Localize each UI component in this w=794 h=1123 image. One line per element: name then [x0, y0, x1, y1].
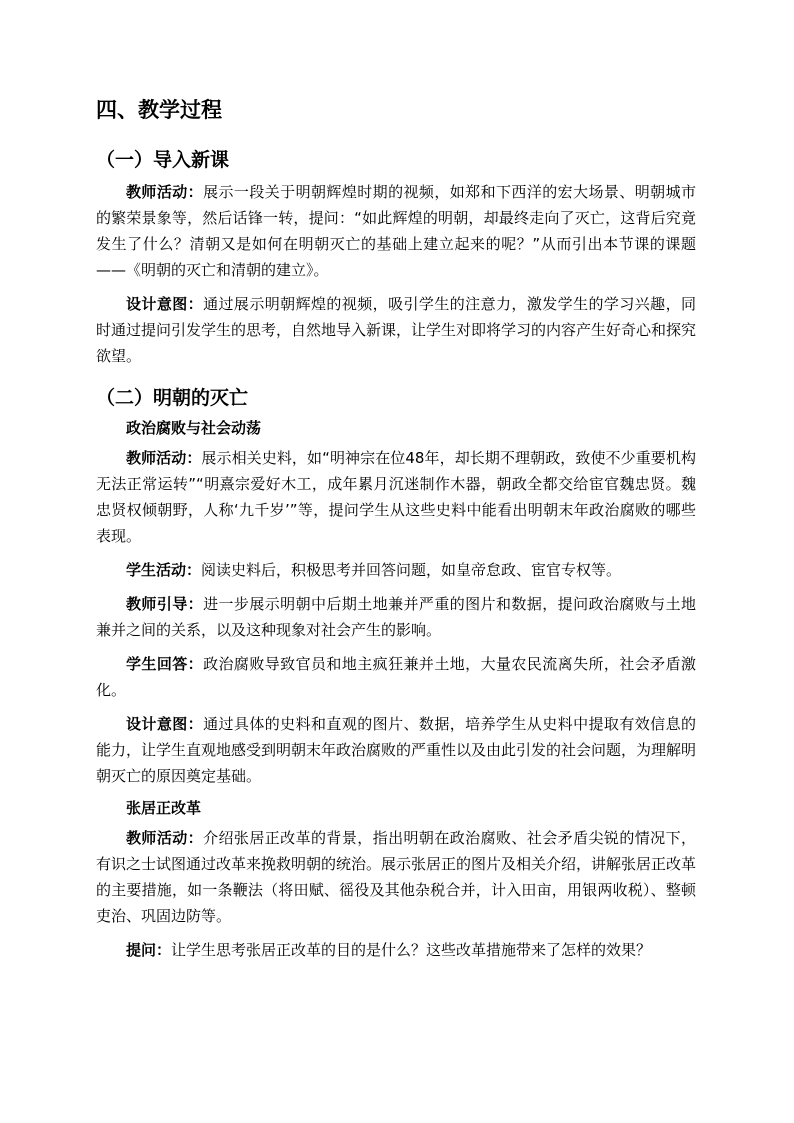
text-teacher-guide: 进一步展示明朝中后期土地兼并严重的图片和数据，提问政治腐败与土地兼并之间的关系，以及这种现象对社会产生的影响。 — [96, 595, 696, 639]
label-design-intent: 设计意图： — [126, 715, 204, 733]
text-intro-teacher: 展示一段关于明朝辉煌时期的视频，如郑和下西洋的宏大场景、明朝城市的繁荣景象等，然后话锋一转，提问：“如此辉煌的明朝，却最终走向了灭亡，这背后究竟发生了什么？清朝又是如何在明朝灭亡的基础上建立起来的呢？”从而引出本节课的课题——《明朝的灭亡和清朝的建立》。 — [96, 183, 696, 279]
label-student-activity: 学生活动： — [126, 561, 202, 579]
text-question: 让学生思考张居正改革的目的是什么？这些改革措施带来了怎样的效果？ — [171, 941, 652, 959]
section-title: 四、教学过程 — [96, 98, 222, 122]
heading-ming-fall: （二）明朝的灭亡 — [96, 387, 249, 409]
text-teacher-reform: 介绍张居正改革的背景，指出明朝在政治腐败、社会矛盾尖锐的情况下，有识之士试图通过改革来挽救明朝的统治。展示张居正的图片及相关介绍，讲解张居正改革的主要措施，如一条鞭法（将田赋、徭役及其他杂税合并，计入田亩，用银两收税）、整顿吏治、巩固边防等。 — [96, 829, 697, 925]
label-teacher-activity: 教师活动： — [126, 829, 204, 847]
heading-intro: （一）导入新课 — [96, 149, 230, 171]
paragraph-teacher-guide — [96, 591, 696, 643]
text-intro-design: 通过展示明朝辉煌的视频，吸引学生的注意力，激发学生的学习兴趣，同时通过提问引发学生的思考，自然地导入新课，让学生对即将学习的内容产生好奇心和探究欲望。 — [96, 295, 697, 365]
paragraph-question — [96, 937, 696, 963]
paragraph-teacher-reform — [96, 825, 696, 929]
label-teacher-activity: 教师活动： — [126, 183, 204, 201]
text-design-intent: 通过具体的史料和直观的图片、数据，培养学生从史料中提取有效信息的能力，让学生直观地感受到明朝末年政治腐败的严重性以及由此引发的社会问题，为理解明朝灭亡的原因奠定基础。 — [96, 715, 697, 785]
label-student-answer: 学生回答： — [126, 655, 204, 673]
text-student-activity: 阅读史料后，积极思考并回答问题，如皇帝怠政、宦官专权等。 — [201, 561, 622, 579]
paragraph-design-intent — [96, 711, 696, 789]
paragraph-intro-teacher — [96, 179, 696, 283]
text-teacher-sources: 展示相关史料，如“明神宗在位48年，却长期不理朝政，致使不少重要机构无法正常运转”“明熹宗爱好木工，成年累月沉迷制作木器，朝政全都交给宦官魏忠贤。魏忠贤权倾朝野，人称‘九千岁’”等，提问学生从这些史料中能看出明朝末年政治腐败的哪些表现。 — [96, 449, 696, 545]
subheading-corruption: 政治腐败与社会动荡 — [126, 419, 262, 437]
paragraph-intro-design — [96, 291, 696, 369]
label-teacher-guide: 教师引导： — [126, 595, 204, 613]
subheading-zhang-reform: 张居正改革 — [126, 799, 202, 817]
label-question: 提问： — [126, 941, 172, 959]
label-design-intent: 设计意图： — [126, 295, 204, 313]
paragraph-student-activity — [96, 557, 696, 583]
paragraph-teacher-sources — [96, 445, 696, 549]
paragraph-student-answer — [96, 651, 696, 703]
label-teacher-activity: 教师活动： — [126, 449, 202, 467]
text-student-answer: 政治腐败导致官员和地主疯狂兼并土地，大量农民流离失所，社会矛盾激化。 — [96, 655, 696, 699]
document-body — [96, 93, 696, 963]
